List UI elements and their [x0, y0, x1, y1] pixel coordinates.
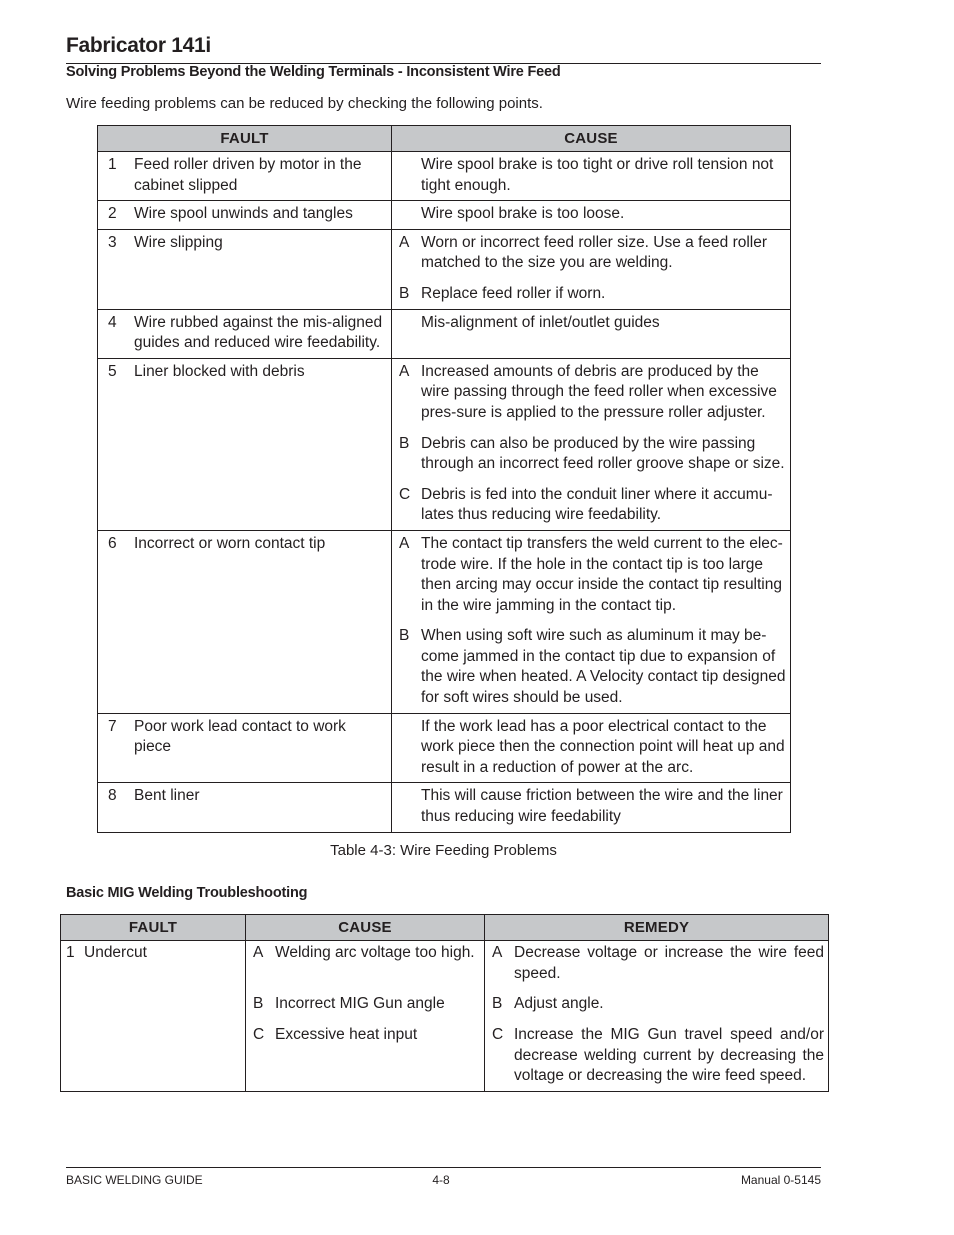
cause-item	[392, 434, 790, 475]
cause-text: Excessive heat input	[275, 1026, 418, 1043]
cause-letter: B	[399, 627, 410, 645]
fault-cell	[98, 530, 392, 713]
fault-text: Liner blocked with debris	[134, 362, 305, 380]
table-row	[61, 941, 829, 1092]
remedy-text: Increase the MIG Gun travel speed and/or decrease welding current by decreasing the voltage or decreasing the wire feed speed.	[514, 1026, 824, 1085]
cause-text: This will cause friction between the wire and the liner thus reducing wire feedability	[421, 787, 783, 826]
cause-letter: C	[253, 1026, 265, 1043]
fault-header: FAULT	[61, 915, 246, 941]
cause-header: CAUSE	[246, 915, 485, 941]
fault-number: 3	[108, 233, 117, 251]
fault-cell	[98, 309, 392, 358]
fault-number: 8	[108, 787, 117, 805]
fault-cell	[98, 783, 392, 832]
cause-text: Debris can also be produced by the wire passing through an incorrect feed roller groove shape or size.	[421, 434, 785, 473]
cause-header: CAUSE	[392, 126, 791, 152]
cause-cell	[392, 358, 791, 530]
cause-item	[392, 626, 790, 708]
remedy-letter: A	[492, 944, 503, 961]
cause-text: If the work lead has a poor electrical contact to the work piece then the connection point will heat up and result in a reduction of power at the arc.	[421, 717, 785, 776]
cause-item	[392, 786, 790, 827]
mig-section-heading: Basic MIG Welding Troubleshooting	[66, 885, 308, 901]
cause-item	[392, 313, 790, 334]
table-row	[98, 530, 791, 713]
cause-letter	[392, 786, 421, 827]
fault-cell	[98, 201, 392, 230]
cause-text: Mis-alignment of inlet/outlet guides	[421, 313, 660, 331]
intro-text: Wire feeding problems can be reduced by checking the following points.	[66, 95, 543, 112]
cause-letter: A	[399, 233, 410, 251]
fault-cell	[98, 358, 392, 530]
cause-letter: A	[399, 362, 410, 380]
cause-item	[392, 284, 790, 305]
fault-cell	[98, 152, 392, 201]
cause-text: The contact tip transfers the weld current to the elec-trode wire. If the hole in the contact tip is too large then arcing may occur inside the contact tip resulting in the wire jamming in the contact tip.	[421, 534, 783, 614]
fault-text: Poor work lead contact to work piece	[134, 717, 346, 756]
cause-letter	[392, 717, 421, 779]
table-row	[98, 152, 791, 201]
footer-right: Manual 0-5145	[740, 1173, 821, 1187]
cause-item	[246, 943, 484, 984]
cause-cell	[392, 152, 791, 201]
cause-cell	[392, 201, 791, 230]
table-header-row	[98, 126, 791, 152]
cause-item	[392, 717, 790, 779]
cause-letter: B	[253, 995, 264, 1012]
page-title: Fabricator 141i	[66, 34, 211, 57]
fault-text: Undercut	[84, 944, 147, 961]
cause-cell	[246, 941, 485, 1092]
cause-letter	[392, 155, 421, 196]
fault-cell	[61, 941, 246, 1092]
cause-item	[392, 233, 790, 274]
fault-text: Incorrect or worn contact tip	[134, 534, 326, 552]
fault-cell	[98, 713, 392, 783]
fault-number: 7	[108, 717, 117, 735]
table-header-row	[61, 915, 829, 941]
cause-text: When using soft wire such as aluminum it may be-come jammed in the contact tip due to expansion of the wire when heated. A Velocity contact tip designed for soft wires should be used.	[421, 627, 786, 707]
mig-troubleshooting-table	[60, 914, 829, 1092]
cause-cell	[392, 713, 791, 783]
footer-rule	[66, 1167, 821, 1168]
fault-number: 4	[108, 313, 117, 331]
remedy-text: Decrease voltage or increase the wire feed speed.	[514, 944, 824, 982]
fault-number: 6	[108, 534, 117, 552]
cause-text: Wire spool brake is too loose.	[421, 205, 625, 223]
fault-number: 2	[108, 205, 117, 223]
fault-cell	[98, 229, 392, 309]
fault-header: FAULT	[98, 126, 392, 152]
fault-text: Wire rubbed against the mis-aligned guides and reduced wire feedability.	[134, 313, 383, 352]
cause-letter	[392, 204, 421, 225]
cause-letter: C	[399, 485, 411, 503]
section-heading: Solving Problems Beyond the Welding Terminals - Inconsistent Wire Feed	[66, 64, 561, 80]
cause-letter: B	[399, 284, 410, 302]
cause-item	[392, 362, 790, 424]
cause-item	[392, 155, 790, 196]
remedy-cell	[485, 941, 829, 1092]
table-row	[98, 713, 791, 783]
remedy-text: Adjust angle.	[514, 995, 604, 1012]
cause-item	[246, 994, 484, 1015]
cause-letter: A	[253, 944, 264, 961]
cause-text: Wire spool brake is too tight or drive roll tension not tight enough.	[421, 156, 774, 194]
table-row	[98, 309, 791, 358]
footer-page-number: 4-8	[432, 1173, 450, 1187]
table-caption: Table 4-3: Wire Feeding Problems	[330, 842, 557, 859]
remedy-letter: C	[492, 1026, 504, 1043]
remedy-item	[485, 994, 828, 1015]
table-row	[98, 201, 791, 230]
table-row	[98, 783, 791, 832]
remedy-header: REMEDY	[485, 915, 829, 941]
cause-text: Replace feed roller if worn.	[421, 284, 606, 302]
cause-item	[246, 1025, 484, 1087]
cause-text: Increased amounts of debris are produced by the wire passing through the feed roller when excessive pres-sure is applied to the pressure roller adjuster.	[421, 362, 777, 421]
fault-text: Wire slipping	[134, 233, 223, 251]
cause-letter: A	[399, 534, 410, 552]
cause-text: Welding arc voltage too high.	[275, 944, 475, 961]
cause-letter	[392, 313, 421, 334]
cause-letter: B	[399, 434, 410, 452]
cause-cell	[392, 309, 791, 358]
fault-text: Feed roller driven by motor in the cabinet slipped	[134, 156, 362, 194]
cause-item	[392, 485, 790, 526]
fault-number: 1	[108, 156, 117, 173]
remedy-letter: B	[492, 995, 503, 1012]
wire-feed-table	[97, 125, 791, 833]
cause-cell	[392, 783, 791, 832]
table-row	[98, 229, 791, 309]
table-row	[98, 358, 791, 530]
cause-text: Debris is fed into the conduit liner where it accumu-lates thus reducing wire feedability.	[421, 485, 773, 524]
remedy-item	[485, 1025, 828, 1087]
fault-text: Wire spool unwinds and tangles	[134, 205, 353, 223]
cause-item	[392, 534, 790, 616]
footer-left: BASIC WELDING GUIDE	[66, 1173, 203, 1187]
cause-text: Incorrect MIG Gun angle	[275, 995, 445, 1012]
cause-text: Worn or incorrect feed roller size. Use a feed roller matched to the size you are welding.	[421, 233, 768, 272]
remedy-item	[485, 943, 828, 984]
fault-number: 1	[66, 944, 75, 961]
cause-cell	[392, 229, 791, 309]
cause-cell	[392, 530, 791, 713]
fault-text: Bent liner	[134, 787, 200, 805]
cause-item	[392, 204, 790, 225]
fault-number: 5	[108, 362, 117, 380]
